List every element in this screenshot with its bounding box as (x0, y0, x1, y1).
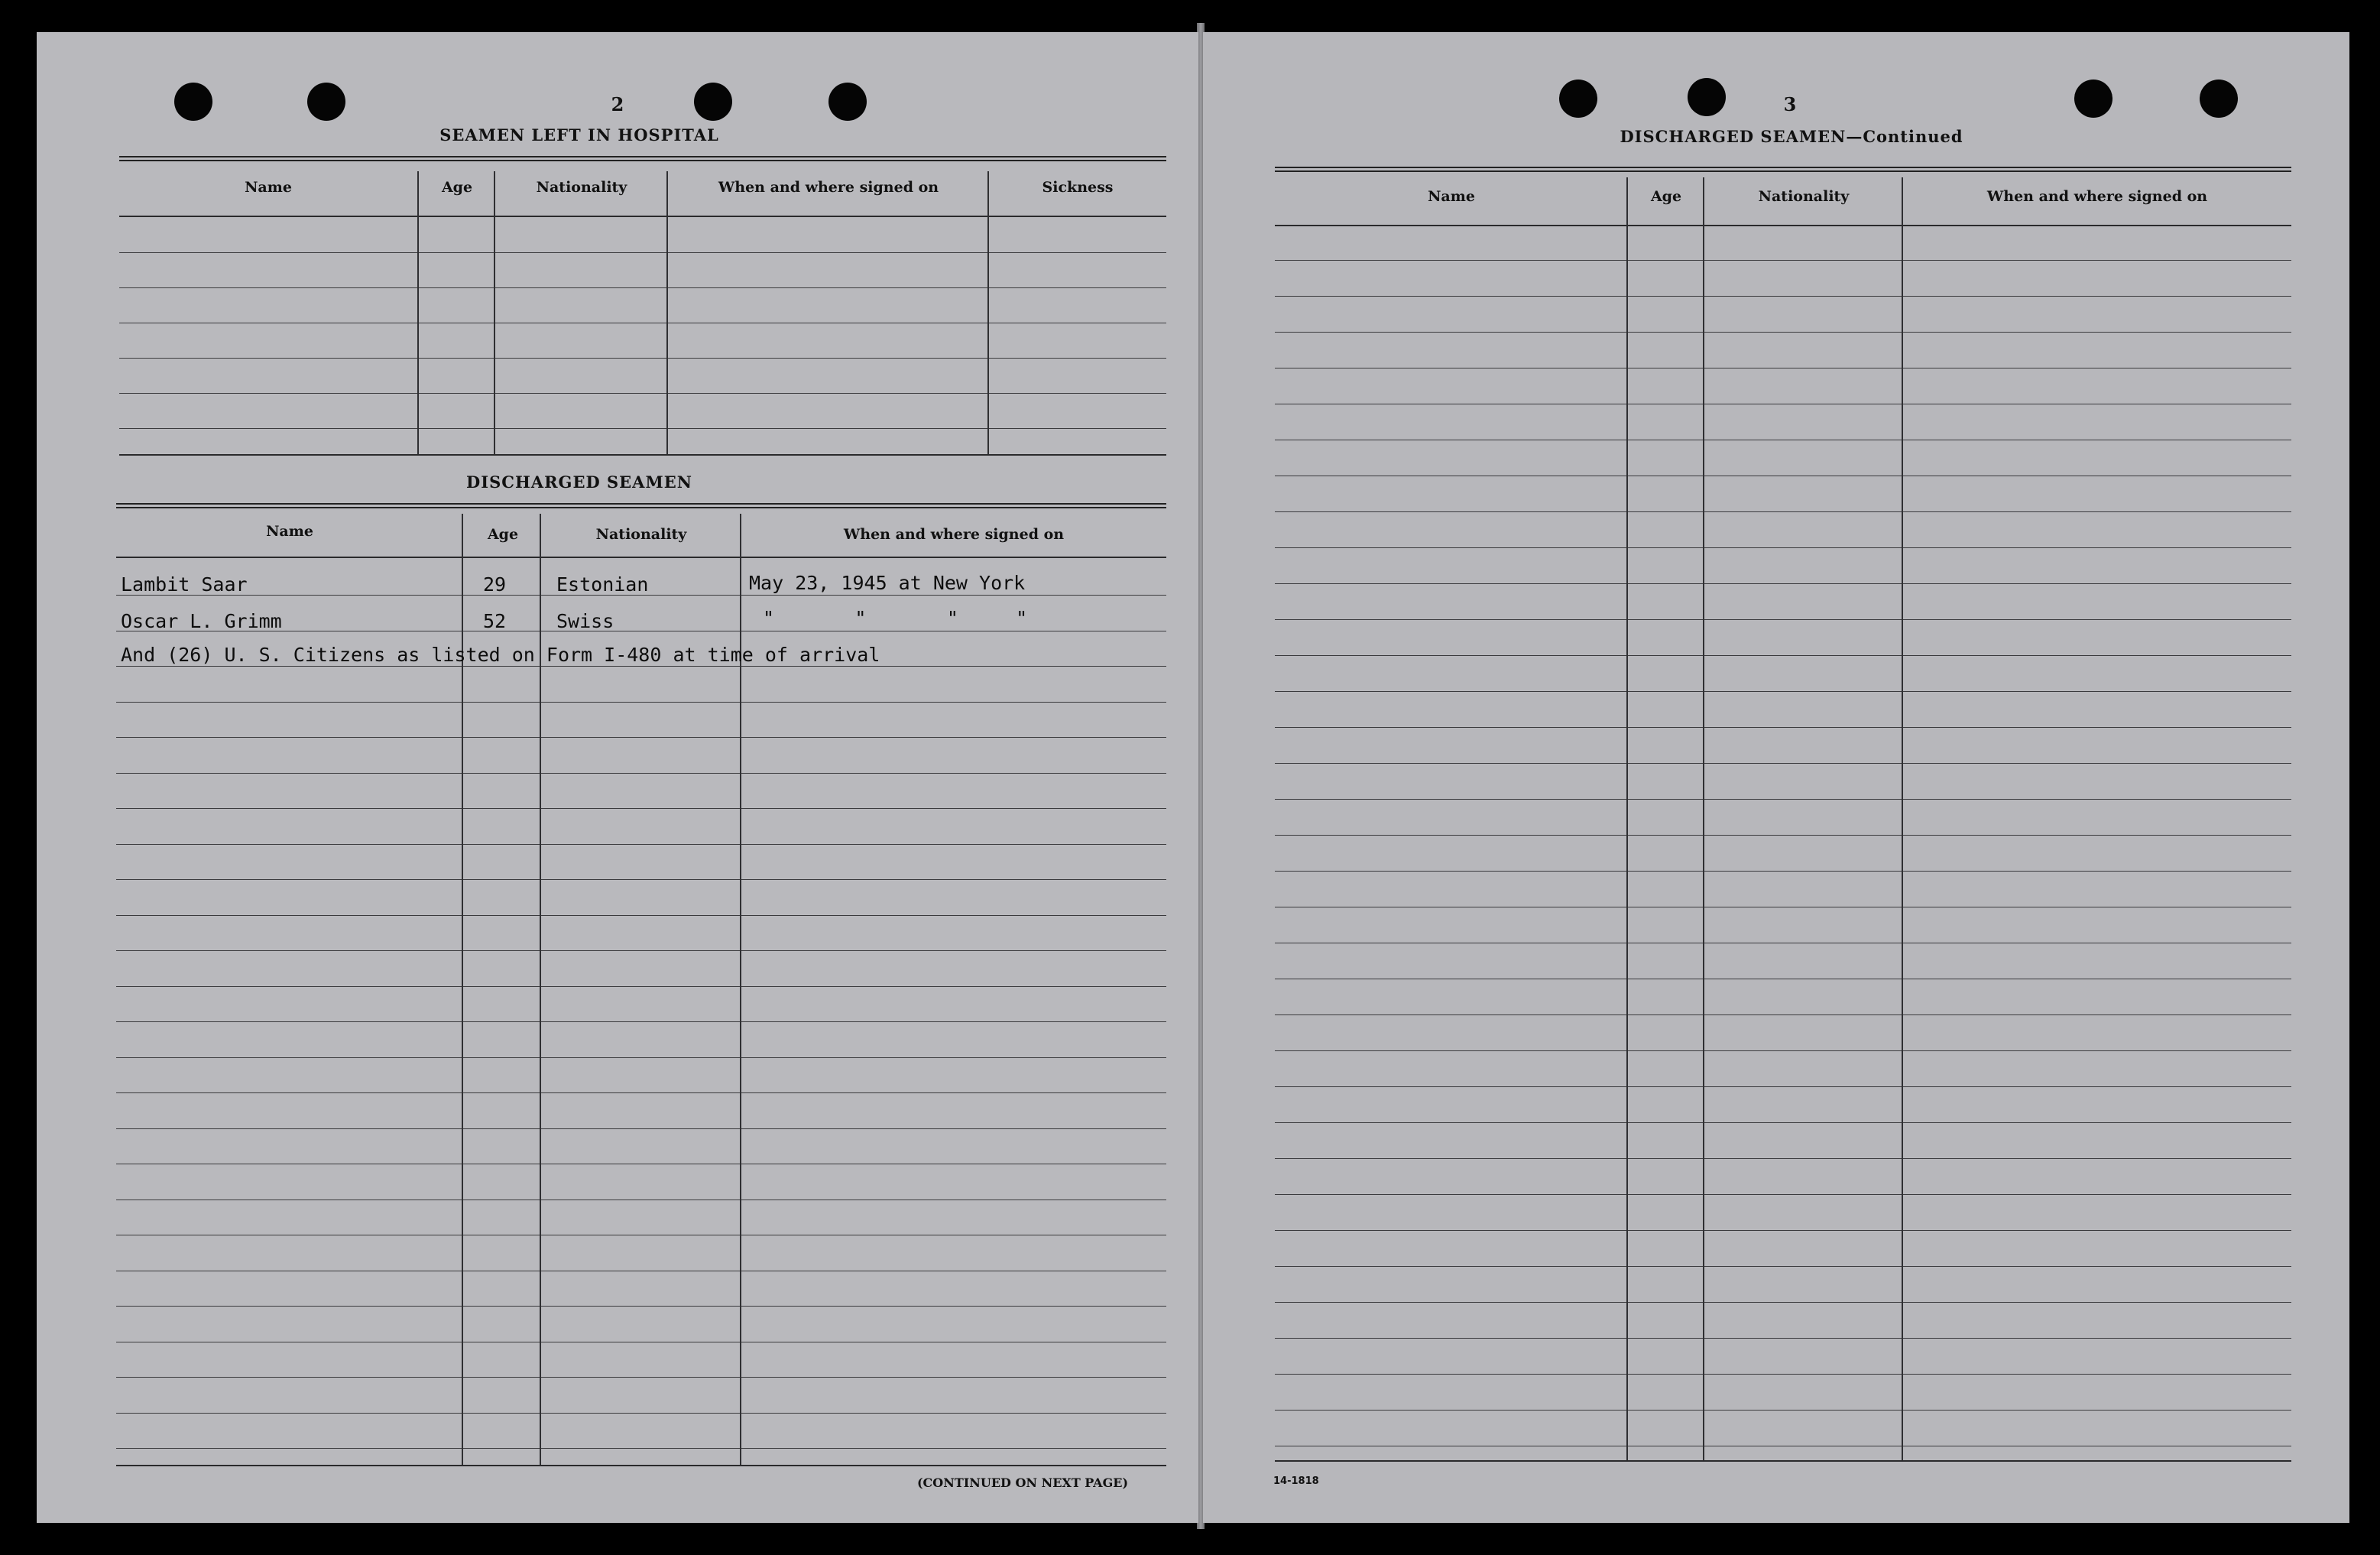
row-rule (119, 252, 1166, 253)
row-rule (116, 666, 1166, 667)
row-rule (1275, 619, 2291, 620)
row-rule (1275, 1338, 2291, 1339)
col-head-sickness: Sickness (1042, 179, 1114, 196)
col-head-nationality: Nationality (1758, 188, 1850, 205)
row-rule (119, 428, 1166, 429)
row-rule (1275, 1194, 2291, 1195)
column-rule (1902, 177, 1903, 1460)
column-rule (1626, 177, 1628, 1460)
punch-hole (1559, 80, 1597, 118)
page-number: 2 (611, 93, 624, 115)
col-head-nationality: Nationality (536, 179, 627, 196)
row-rule (116, 1413, 1166, 1414)
header-rule (116, 557, 1166, 558)
row-rule (1275, 727, 2291, 728)
row-rule (116, 808, 1166, 809)
col-head-signed-on: When and where signed on (1986, 188, 2208, 205)
row-rule (1275, 1158, 2291, 1159)
seaman-age: 29 (483, 573, 507, 596)
row-rule (116, 844, 1166, 845)
table-top-rule (119, 156, 1166, 161)
row-rule (116, 950, 1166, 951)
seaman-name: Lambit Saar (121, 573, 248, 596)
seaman-age: 52 (483, 610, 507, 632)
row-rule (1275, 1374, 2291, 1375)
col-head-signed-on: When and where signed on (843, 526, 1065, 543)
column-rule (1703, 177, 1704, 1460)
column-rule (987, 171, 989, 454)
row-rule (1275, 1014, 2291, 1015)
punch-hole (2074, 80, 2112, 118)
col-head-age: Age (1650, 188, 1682, 205)
table-bottom-rule (116, 1465, 1166, 1466)
row-rule (1275, 691, 2291, 692)
col-head-signed-on: When and where signed on (718, 179, 939, 196)
row-rule (1275, 763, 2291, 764)
row-rule (116, 915, 1166, 916)
row-rule (116, 737, 1166, 738)
seaman-signed-on: May 23, 1945 at New York (749, 572, 1026, 594)
continued-note: (CONTINUED ON NEXT PAGE) (916, 1475, 1129, 1490)
table-bottom-rule (119, 454, 1166, 456)
row-rule (1275, 1086, 2291, 1087)
row-rule (1275, 1230, 2291, 1231)
row-rule (119, 393, 1166, 394)
row-rule (1275, 1266, 2291, 1267)
col-head-name: Name (266, 523, 313, 540)
row-rule (1275, 547, 2291, 548)
row-rule (1275, 583, 2291, 584)
col-head-name: Name (245, 179, 292, 196)
punch-hole (2200, 80, 2238, 118)
row-rule (1275, 332, 2291, 333)
col-head-nationality: Nationality (595, 526, 687, 543)
right-page (1203, 32, 2349, 1523)
row-rule (116, 1448, 1166, 1449)
row-rule (116, 1306, 1166, 1307)
column-rule (417, 171, 419, 454)
row-rule (116, 1377, 1166, 1378)
row-rule (119, 358, 1166, 359)
row-rule (1275, 511, 2291, 512)
header-rule (119, 216, 1166, 217)
row-rule (116, 1057, 1166, 1058)
col-head-age: Age (441, 179, 473, 196)
col-head-age: Age (487, 526, 519, 543)
row-rule (1275, 1302, 2291, 1303)
table-top-rule (1275, 167, 2291, 172)
row-rule (1275, 1122, 2291, 1123)
left-page (37, 32, 1198, 1523)
header-rule (1275, 225, 2291, 226)
form-number: 14-1818 (1273, 1475, 1319, 1487)
row-rule (1275, 296, 2291, 297)
row-rule (1275, 871, 2291, 872)
row-rule (116, 702, 1166, 703)
row-rule (1275, 835, 2291, 836)
row-rule (116, 1021, 1166, 1022)
row-rule (1275, 655, 2291, 656)
punch-hole (307, 83, 345, 121)
row-rule (116, 879, 1166, 880)
citizens-note: And (26) U. S. Citizens as listed on Form I-480 at time of arrival (121, 644, 880, 666)
row-rule (116, 1092, 1166, 1093)
row-rule (1275, 1410, 2291, 1411)
row-rule (116, 1128, 1166, 1129)
page-number: 3 (1783, 93, 1797, 115)
row-rule (1275, 799, 2291, 800)
hospital-section-title: SEAMEN LEFT IN HOSPITAL (439, 125, 719, 144)
punch-hole (828, 83, 867, 121)
col-head-name: Name (1428, 188, 1475, 205)
punch-hole (694, 83, 732, 121)
discharged-continued-title: DISCHARGED SEAMEN—Continued (1620, 127, 1963, 146)
discharged-section-title: DISCHARGED SEAMEN (466, 472, 692, 492)
table-top-rule (116, 503, 1166, 508)
punch-hole (1688, 78, 1726, 116)
seaman-nationality: Estonian (556, 573, 649, 596)
seaman-nationality: Swiss (556, 610, 614, 632)
seaman-name: Oscar L. Grimm (121, 610, 282, 632)
row-rule (1275, 1050, 2291, 1051)
ditto-marks: " " " " (763, 607, 1028, 629)
row-rule (116, 986, 1166, 987)
column-rule (494, 171, 495, 454)
row-rule (1275, 260, 2291, 261)
row-rule (116, 773, 1166, 774)
punch-hole (174, 83, 212, 121)
table-bottom-rule (1275, 1460, 2291, 1462)
column-rule (666, 171, 668, 454)
row-rule (119, 287, 1166, 288)
